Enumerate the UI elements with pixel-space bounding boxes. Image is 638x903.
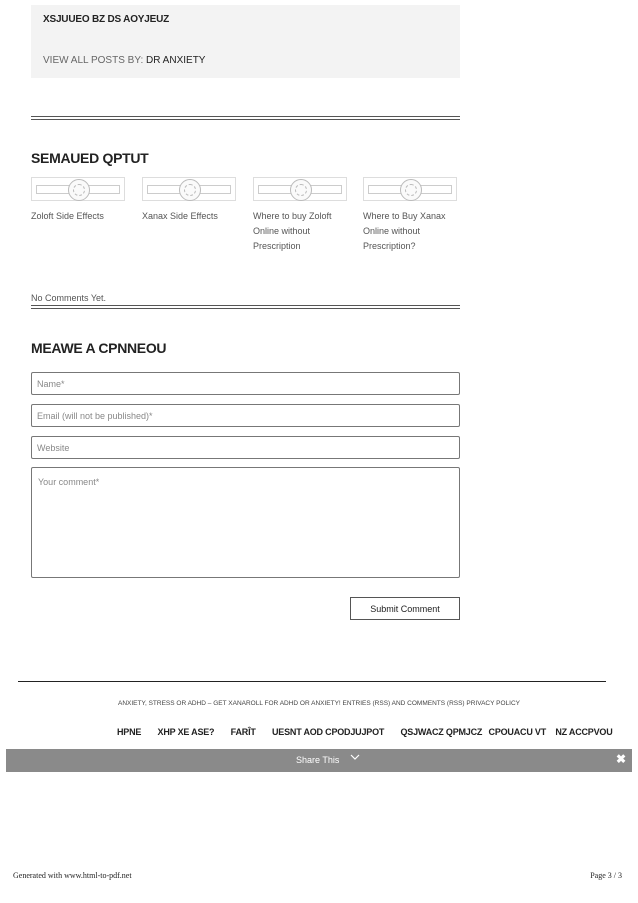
related-post-label[interactable]: Where to buy Zoloft Online without Prescription	[253, 211, 332, 251]
author-box	[31, 5, 460, 78]
pdf-page-number: Page 3 / 3	[590, 871, 622, 880]
footer-nav-item[interactable]: HPNE	[117, 727, 142, 737]
pdf-generator-note: Generated with www.html-to-pdf.net	[13, 871, 132, 880]
related-post-item[interactable]	[142, 177, 236, 224]
related-post-label[interactable]: Zoloft Side Effects	[31, 211, 104, 221]
leave-comment-title: MEAWE A CPNNEOU	[31, 340, 167, 356]
section-divider	[31, 305, 460, 309]
close-icon[interactable]: ✖	[615, 752, 626, 766]
footer-nav-item[interactable]: QSJWACZ QPMJCZ	[400, 727, 483, 737]
related-post-thumbnail[interactable]	[253, 177, 347, 201]
share-this-label[interactable]: Share This	[296, 755, 340, 765]
related-posts-title: SEMAUED QPTUT	[31, 150, 149, 166]
no-comments-text: No Comments Yet.	[31, 293, 107, 303]
footer-nav-item[interactable]: UESNT AOD CPODJUJPOT	[271, 727, 385, 737]
footer-nav-item[interactable]: XHP XE ASE?	[157, 727, 215, 737]
footer-nav	[117, 727, 627, 737]
author-name: XSJUUEO BZ DS AOYJEUZ	[43, 14, 170, 25]
footer-links-text[interactable]: ANXIETY, STRESS OR ADHD – GET XANAROLL FOR ADHD OR ANXIETY! ENTRIES (RSS) AND COMMENTS (RSS) PRIVACY POLICY	[117, 700, 520, 707]
name-input[interactable]	[31, 372, 460, 395]
related-post-thumbnail[interactable]	[363, 177, 457, 201]
footer-divider	[18, 681, 606, 682]
footer-nav-item[interactable]: NZ ACCPVOU	[555, 727, 613, 737]
related-post-thumbnail[interactable]	[31, 177, 125, 201]
footer-nav-item[interactable]: FARÎT	[230, 727, 256, 737]
related-post-item[interactable]	[253, 177, 347, 254]
footer-nav-item[interactable]: CPOUACU VT	[488, 727, 547, 737]
website-input[interactable]	[31, 436, 460, 459]
related-post-item[interactable]	[363, 177, 457, 254]
share-bar[interactable]	[6, 749, 632, 772]
related-post-label[interactable]: Xanax Side Effects	[142, 211, 218, 221]
email-input[interactable]	[31, 404, 460, 427]
view-all-author[interactable]: DR ANXIETY	[146, 55, 206, 66]
view-all-prefix: VIEW ALL POSTS BY:	[43, 55, 147, 66]
section-divider	[31, 116, 460, 120]
related-post-label[interactable]: Where to Buy Xanax Online without Prescription?	[363, 211, 446, 251]
comment-textarea[interactable]	[31, 467, 460, 578]
chevron-down-icon[interactable]	[350, 752, 360, 762]
view-all-posts-link[interactable]	[43, 55, 205, 66]
related-post-item[interactable]	[31, 177, 125, 224]
submit-comment-button[interactable]: Submit Comment	[350, 597, 460, 620]
related-post-thumbnail[interactable]	[142, 177, 236, 201]
